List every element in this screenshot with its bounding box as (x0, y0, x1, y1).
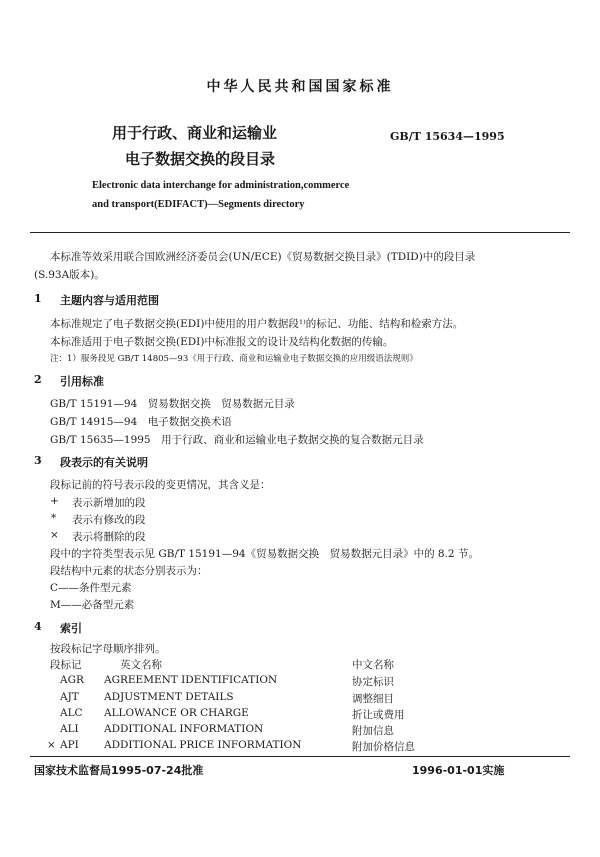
section-3-line1: 段标记前的符号表示段的变更情况，其含义是： (50, 479, 271, 491)
index-row-chinese: 调整细目 (352, 693, 394, 705)
status-mandatory: M——必备型元素 (50, 599, 135, 611)
footer-divider (30, 756, 570, 757)
section-1-line1: 本标准规定了电子数据交换(EDI)中使用的用户数据段¹⁾的标记、功能、结构和检索方法。 (50, 318, 464, 330)
symbol-modify-desc: 表示有修改的段 (72, 514, 146, 526)
section-4-title: 索引 (60, 622, 82, 635)
index-row-english: ADDITIONAL INFORMATION (104, 723, 264, 735)
standard-code: GB/T 15634—1995 (390, 130, 505, 143)
reference-item: GB/T 15635—1995 用于行政、商业和运输业电子数据交换的复合数据元目录 (50, 434, 424, 446)
intro-line1: 本标准等效采用联合国欧洲经济委员会(UN/ECE)《贸易数据交换目录》(TDID)中的段目录 (50, 251, 476, 263)
symbol-add: + (50, 495, 59, 507)
section-3-line2: 段中的字符类型表示见 GB/T 15191—94《贸易数据交换 贸易数据元目录》中的 8.2 节。 (50, 548, 479, 560)
issuer-title: 中华人民共和国国家标准 (206, 79, 394, 95)
symbol-delete: × (50, 529, 59, 541)
index-row-chinese: 附加价格信息 (352, 741, 415, 753)
section-1-number: 1 (34, 292, 42, 305)
index-row-chinese: 协定标识 (352, 676, 394, 688)
section-2-number: 2 (34, 373, 42, 386)
index-header-chinese: 中文名称 (352, 659, 394, 671)
section-3-title: 段表示的有关说明 (60, 456, 148, 469)
index-row-tag: ALC (60, 707, 83, 719)
english-title-line2: and transport(EDIFACT)—Segments directory (92, 199, 305, 210)
standard-title-line1: 用于行政、商业和运输业 (112, 124, 278, 142)
index-row-tag: AGR (60, 674, 84, 686)
symbol-add-desc: 表示新增加的段 (72, 497, 146, 509)
approval-date: 国家技术监督局1995-07-24批准 (34, 764, 204, 777)
index-header-tag: 段标记 (50, 659, 82, 671)
index-row-english: ADDITIONAL PRICE INFORMATION (104, 739, 302, 751)
english-title-line1: Electronic data interchange for administration,commerce (92, 180, 350, 191)
effective-date: 1996-01-01实施 (412, 764, 505, 777)
status-conditional: C——条件型元素 (50, 582, 132, 594)
section-2-title: 引用标准 (60, 375, 104, 388)
symbol-delete-desc: 表示将删除的段 (72, 531, 146, 543)
index-row-tag: ALI (60, 723, 79, 735)
section-3-line3: 段结构中元素的状态分别表示为： (50, 565, 208, 577)
index-row-chinese: 折让或费用 (352, 709, 405, 721)
section-3-number: 3 (34, 454, 42, 467)
index-row-english: AGREEMENT IDENTIFICATION (104, 674, 278, 686)
section-4-line1: 按段标记字母顺序排列。 (50, 643, 166, 655)
index-row-english: ALLOWANCE OR CHARGE (104, 707, 249, 719)
index-row-delete-mark: × (47, 739, 56, 751)
section-1-line2: 本标准适用于电子数据交换(EDI)中标准报文的设计及结构化数据的传输。 (50, 336, 394, 348)
section-1-title: 主题内容与适用范围 (60, 294, 159, 307)
standard-title-line2: 电子数据交换的段目录 (125, 150, 276, 168)
index-row-chinese: 附加信息 (352, 725, 394, 737)
reference-item: GB/T 15191—94 贸易数据交换 贸易数据元目录 (50, 398, 295, 410)
index-row-english: ADJUSTMENT DETAILS (104, 691, 234, 703)
index-header-english: 英文名称 (120, 659, 162, 671)
section-4-number: 4 (34, 620, 42, 633)
symbol-modify: * (51, 512, 57, 524)
index-row-tag: API (60, 739, 79, 751)
index-row-tag: AJT (60, 691, 79, 703)
header-divider (30, 232, 570, 233)
reference-item: GB/T 14915—94 电子数据交换术语 (50, 416, 232, 428)
intro-line2: (S.93A版本)。 (34, 269, 105, 281)
section-1-footnote: 注：1）服务段见 GB/T 14805—93《用于行政、商业和运输业电子数据交换的应用级语法规则》 (50, 354, 418, 364)
